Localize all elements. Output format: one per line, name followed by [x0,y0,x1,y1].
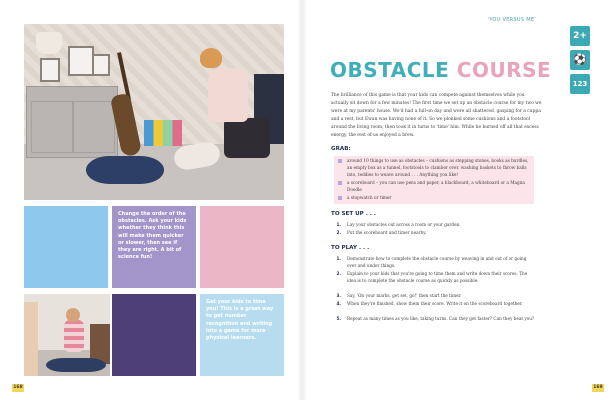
woman-legs [224,118,270,158]
play-step: Say, 'On your marks, get set, go!' then start the timer. [347,293,462,298]
bullet [338,181,342,185]
play-step: Demonstrate how to complete the obstacle course by weaving in and out of or going over and under things. [347,256,527,268]
color-tile-blue [24,206,108,288]
bullet [338,196,342,200]
setup-step: Put the scoreboard and timer nearby. [347,230,427,235]
picture-frame [92,54,110,76]
woman-head [200,48,222,68]
floor-cushion [46,358,106,372]
living-room-photo [24,24,284,200]
gutter [297,0,307,400]
adult [24,302,38,376]
page-title [330,58,551,82]
title-word-obstacle: OBSTACLE [330,58,450,82]
floor-cushion [86,156,164,184]
grab-heading: GRAB: [331,146,351,152]
book-basket [144,120,182,146]
numbers-icon: 123 [570,74,590,94]
play-step: When they're finished, show them their score. Write it on the scoreboard together. [347,301,523,306]
woman-body [208,68,248,122]
intro-paragraph: The brilliance of this game is that your kids can compete against themselves while you actually sit down for a few minutes! The first time we set up an obstacle course for my two we were at my parents' house. We'd had a full-on day and were all shattered, gasping for a cuppa and a rest, but Ewan was having none of it. So we plonked some cushions and a footstool around the living room, then took it in turns to 'time' him. While he burned off all that excess energy, the rest of us enjoyed a brew. [331,93,542,138]
grab-item: a scoreboard – you can use pens and paper, a blackboard, a whiteboard or a Magna Doodle [347,180,525,192]
picture-frame [40,58,60,82]
setup-step: Lay your obstacles out across a room or your garden. [347,222,461,227]
title-word-course: COURSE [456,58,552,82]
page-number-left: 168 [13,385,23,390]
picture-frame [68,46,94,76]
age-two-plus-icon: 2+ [570,26,590,46]
page-number-right: 169 [593,385,603,390]
football-icon: ⚽ [570,50,590,70]
running-head: 'YOU VERSUS ME' [487,17,536,23]
child-head [66,308,80,322]
book-spread: Change the order of the obstacles. Ask your kids whether they think this will make them quicker or slower, then see if they are right. A bit of science fun! Get your kids to time you! This is a great way to get number recognition and writing into a game for more physical learners. 168 'YOU VERSUS ME' 2+ ⚽ 123 OBSTACLE COURSE The brilliance of this game is that your kids can compete against themselves while you actually sit down for a few minutes! The first time we set up an obstacle course for my two we were at my parents' house. We'd had a full-on day and were all shattered, gasping for a cuppa and a rest, but Ewan was having none of it. So we plonked some cushions and a footstool around the living room, then took it in turns to 'time' him. While he burned off all that excess energy, the rest of us enjoyed a brew. GRAB: around 10 things to use as obstacles – cushions as stepping stones, books as hurdles, an empty box as a tunnel, footstools to clamber over, washing baskets to throw balls into, teddies to weave around . . . Anything you like! a scoreboard – you can use pens and paper, a blackboard, a whiteboard or a Magna Doodle a stopwatch or timer TO SET UP . . . 1. Lay your obstacles out across a room or your garden. 2. Put the scoreboard and timer nearby. TO PLAY . . . 1. Demonstrate how to complete the obstacle course by weaving in and out of or going over and under things. 2. Explain to your kids that you're going to time them and write down their scores. The idea is to complete the obstacle course as quickly as possible. 3. Say, 'On your marks, get set, go!' then start the timer. 4. When they're finished, show them their score. Write it on the scoreboard together. 5. Repeat as many times as you like, taking turns. Can they get faster? Can they beat you? 169 [0,0,615,400]
sideboard [26,86,118,158]
tip-text: Change the order of the obstacles. Ask your kids whether they think this will make them quicker or slower, then see if they are right. A bit of science fun! [118,211,187,261]
lamp [36,32,62,54]
color-tile-pink [200,206,284,288]
bullet [338,159,342,163]
play-step: Explain to your kids that you're going to time them and write down their scores. The idea is to complete the obstacle course as quickly as possible. [347,271,528,283]
setup-heading: TO SET UP . . . [331,211,376,217]
tip-tile-lightblue [200,294,284,376]
child-body [64,320,84,352]
color-tile-purple [112,294,196,376]
tip-text: Get your kids to time you! This is a great way to get number recognition and writing into a game for more physical learners. [206,299,274,342]
play-heading: TO PLAY . . . [331,245,370,251]
play-step: Repeat as many times as you like, taking turns. Can they get faster? Can they beat you? [347,316,535,321]
kids-photo [24,294,110,376]
grab-item: a stopwatch or timer [347,195,392,200]
tip-tile-lavender [112,206,196,288]
grab-item: around 10 things to use as obstacles – cushions as stepping stones, books as hurdles, an empty box as a tunnel, footstools to clamber over, washing baskets to throw balls into, teddies to weave around . . . Anything you like! [347,158,529,177]
